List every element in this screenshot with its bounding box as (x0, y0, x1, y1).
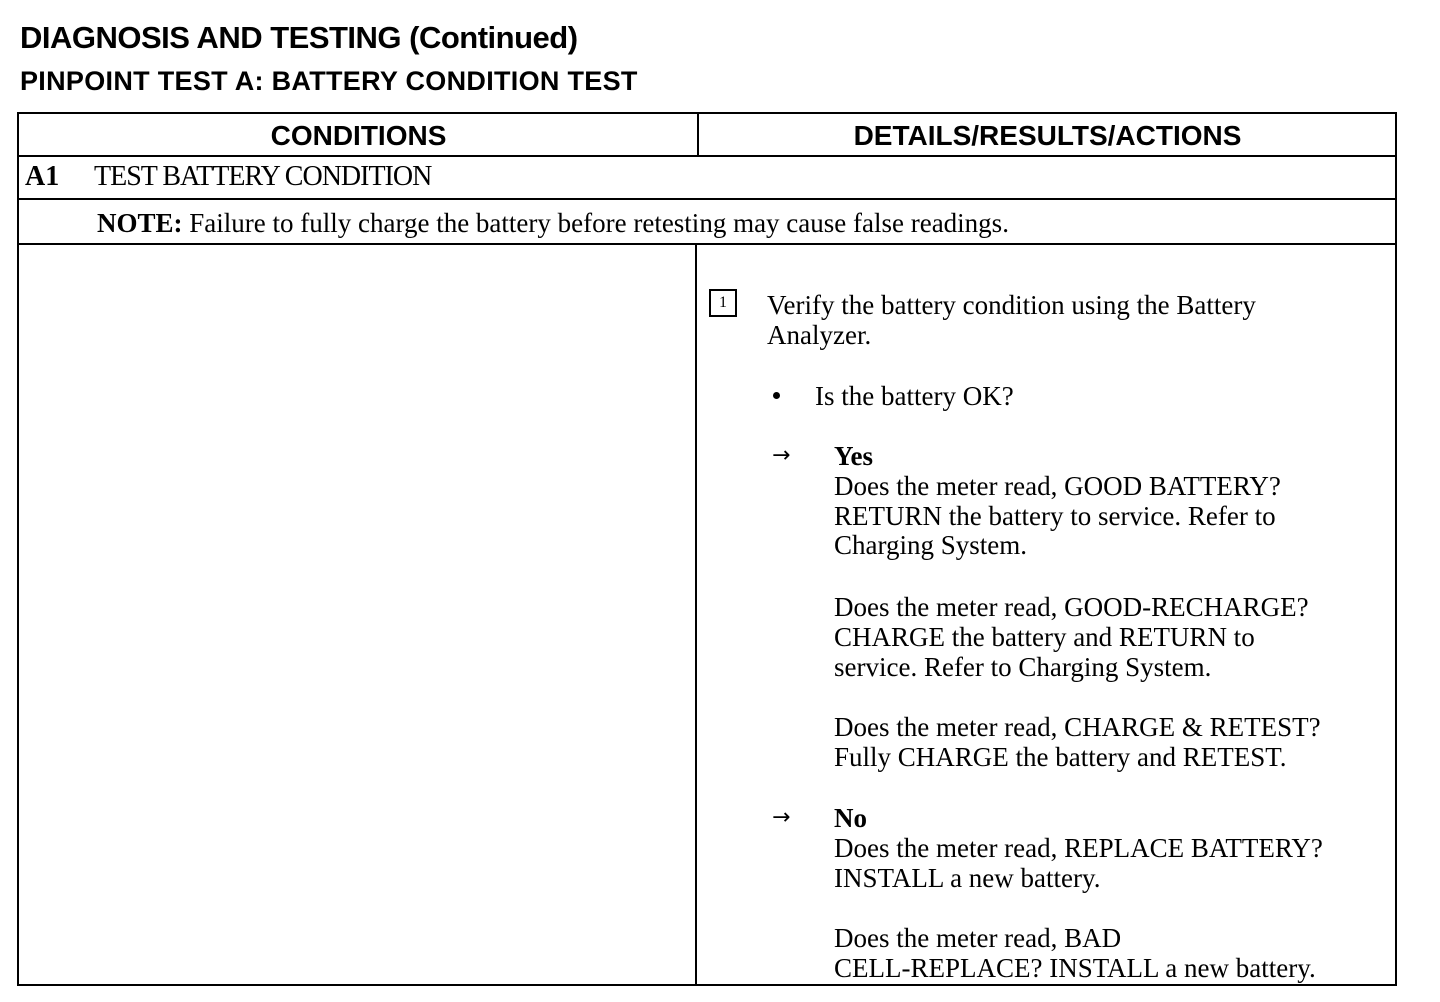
step-a1-row (19, 157, 1395, 200)
pinpoint-test-table (17, 112, 1397, 986)
no-arrow-icon: → (772, 805, 791, 830)
header-column-divider (697, 114, 699, 155)
yes-block2-line2: CHARGE the battery and RETURN to (834, 622, 1255, 652)
yes-block1-line1: Does the meter read, GOOD BATTERY? (834, 471, 1281, 501)
bullet-icon (773, 392, 780, 399)
no-label: No (834, 803, 867, 833)
step-title: TEST BATTERY CONDITION (94, 161, 432, 192)
note-row (19, 200, 1395, 245)
step-number-box: 1 (709, 289, 737, 317)
instruction-line-2: Analyzer. (767, 320, 872, 350)
conditions-column-header: CONDITIONS (270, 120, 447, 151)
no-block2-line1: Does the meter read, BAD (834, 923, 1122, 953)
yes-block2-line3: service. Refer to Charging System. (834, 652, 1212, 682)
yes-arrow-icon: → (772, 443, 791, 468)
yes-block1-line2: RETURN the battery to service. Refer to (834, 501, 1276, 531)
yes-block3-line2: Fully CHARGE the battery and RETEST. (834, 742, 1287, 772)
table-header-row (19, 114, 1395, 157)
details-column-header: DETAILS/RESULTS/ACTIONS (853, 120, 1242, 151)
note-label: NOTE: (97, 208, 183, 238)
no-block1-line2: INSTALL a new battery. (834, 863, 1101, 893)
question-text: Is the battery OK? (815, 381, 1014, 411)
instruction-line-1: Verify the battery condition using the Battery (767, 290, 1256, 320)
no-block2-line2: CELL-REPLACE? INSTALL a new battery. (834, 953, 1316, 983)
yes-label: Yes (834, 441, 873, 471)
step-id: A1 (25, 161, 60, 192)
note-text (97, 208, 1009, 239)
yes-block3-line1: Does the meter read, CHARGE & RETEST? (834, 712, 1321, 742)
pinpoint-test-title: PINPOINT TEST A: BATTERY CONDITION TEST (20, 66, 638, 96)
note-body: Failure to fully charge the battery before retesting may cause false readings. (182, 208, 1009, 238)
body-column-divider (695, 245, 697, 986)
yes-block2-line1: Does the meter read, GOOD-RECHARGE? (834, 592, 1309, 622)
yes-block1-line3: Charging System. (834, 530, 1028, 560)
page-title: DIAGNOSIS AND TESTING (Continued) (20, 20, 578, 55)
no-block1-line1: Does the meter read, REPLACE BATTERY? (834, 833, 1323, 863)
